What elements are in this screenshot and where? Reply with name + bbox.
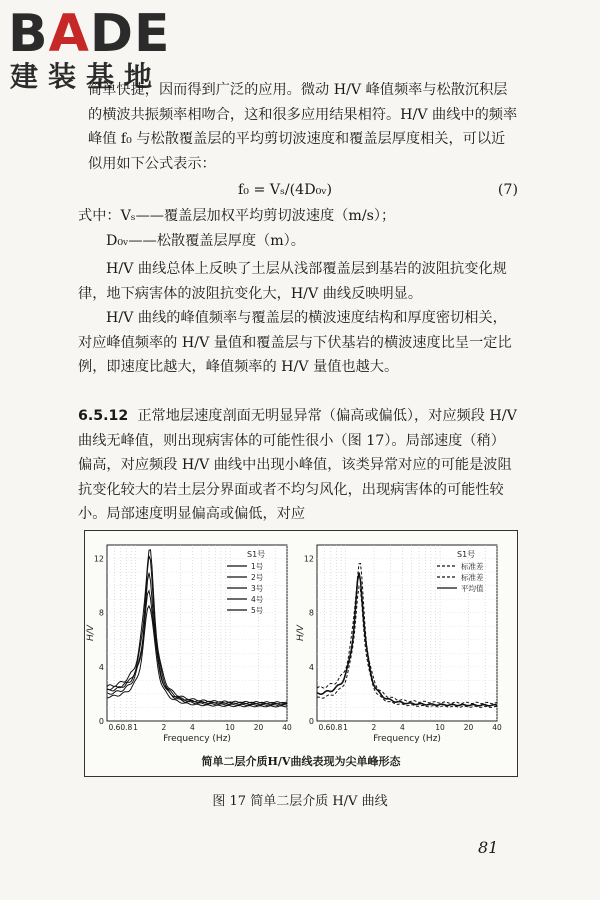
left-ytick-label: 12 xyxy=(93,554,104,564)
left-xtick-label: 0.6 xyxy=(108,723,121,732)
left-xtick-label: 20 xyxy=(253,723,264,732)
logo-subtitle: 建装基地 xyxy=(10,60,163,93)
right-xtick-label: 40 xyxy=(492,723,502,732)
left-ytick-label: 4 xyxy=(98,662,104,672)
right-xtick-label: 4 xyxy=(400,723,405,732)
left-xlabel: Frequency (Hz) xyxy=(163,734,231,744)
formula: f₀ = Vₛ/(4D₀ᵥ) xyxy=(238,182,333,198)
right-ytick-label: 4 xyxy=(308,662,314,672)
right-xtick-label: 0.8 xyxy=(330,723,343,732)
left-ytick-label: 0 xyxy=(98,717,104,726)
right-xtick-label: 10 xyxy=(435,723,445,732)
right-ytick-label: 8 xyxy=(308,608,314,618)
right-ylabel: H/V xyxy=(296,625,306,641)
paragraph-intro: 简单快捷，因而得到广泛的应用。微动 H/V 峰值频率与松散沉积层的横波共振频率相吻合，这和很多应用结果相符。H/V 曲线中的频率峰值 f₀ 与松散覆盖层的平均剪切波速度和覆盖层厚度相关，可以近似用如下公式表示： xyxy=(88,82,518,172)
paragraph-hv-peak: H/V 曲线的峰值频率与覆盖层的横波速度结构和厚度密切相关，对应峰值频率的 H/V 量值和覆盖层与下伏基岩的横波速度比呈一定比例，即速度比越大，峰值频率的 H/V 量值也越大。 xyxy=(78,310,512,375)
section-6-5-12 xyxy=(78,404,518,527)
right-ytick-label: 12 xyxy=(303,554,314,564)
definitions xyxy=(78,204,518,253)
section-number: 6.5.12 xyxy=(78,408,129,424)
left-xtick-label: 10 xyxy=(225,723,235,732)
left-xtick-label: 1 xyxy=(133,723,138,732)
right-xtick-label: 20 xyxy=(463,723,474,732)
left-xtick-label: 4 xyxy=(190,723,195,732)
left-ytick-label: 8 xyxy=(98,608,104,618)
right-xtick-label: 0.6 xyxy=(318,723,331,732)
right-legend-item: 平均值 xyxy=(461,584,484,593)
left-legend-item: 4号 xyxy=(251,595,264,604)
left-legend-item: 2号 xyxy=(251,573,264,582)
right-legend-title: S1号 xyxy=(457,550,476,559)
paragraph-hv-overview: H/V 曲线总体上反映了土层从浅部覆盖层到基岩的波阻抗变化规律，地下病害体的波阻抗变化大，H/V 曲线反映明显。 xyxy=(78,261,507,302)
right-xtick-label: 1 xyxy=(343,723,348,732)
left-legend-item: 5号 xyxy=(251,606,264,615)
left-legend-item: 3号 xyxy=(251,584,264,593)
left-ylabel: H/V xyxy=(86,625,96,641)
section-body: 正常地层速度剖面无明显异常（偏高或偏低），对应频段 H/V 曲线无峰值，则出现病害体的可能性很小（图 17）。局部速度（稍）偏高，对应频段 H/V 曲线中出现小峰值，该类异常对应的可能是波阻抗变化较大的岩土层分界面或者不均匀风化，出现病害体的可能性较小。局部速度明显偏高或偏低，对应 xyxy=(78,408,517,522)
left-xtick-label: 40 xyxy=(282,723,292,732)
right-xtick-label: 2 xyxy=(371,723,377,732)
formula-number: (7) xyxy=(497,182,518,198)
definition-vs: 式中：Vₛ——覆盖层加权平均剪切波速度（m/s）； xyxy=(78,208,396,224)
logo-word: BADE xyxy=(8,4,171,64)
figure-inner-caption: 简单二层介质H/V曲线表现为尖单峰形态 xyxy=(201,755,401,768)
left-xtick-label: 0.8 xyxy=(120,723,133,732)
left-plot-frame xyxy=(107,545,287,721)
left-legend-item: 1号 xyxy=(251,562,264,571)
right-plot-frame xyxy=(317,545,497,721)
left-xtick-label: 2 xyxy=(161,723,167,732)
hv-charts xyxy=(85,531,517,751)
right-xlabel: Frequency (Hz) xyxy=(373,734,441,744)
right-legend-item: 标准差 xyxy=(461,562,484,571)
figure-caption: 图 17 简单二层介质 H/V 曲线 xyxy=(212,794,388,809)
right-legend-item: 标准差 xyxy=(461,573,484,582)
definition-d0v: D₀ᵥ——松散覆盖层厚度（m）。 xyxy=(106,232,305,249)
left-legend-title: S1号 xyxy=(247,550,266,559)
page-number: 81 xyxy=(478,838,499,857)
figure-17 xyxy=(84,530,518,777)
right-ytick-label: 0 xyxy=(308,717,314,726)
